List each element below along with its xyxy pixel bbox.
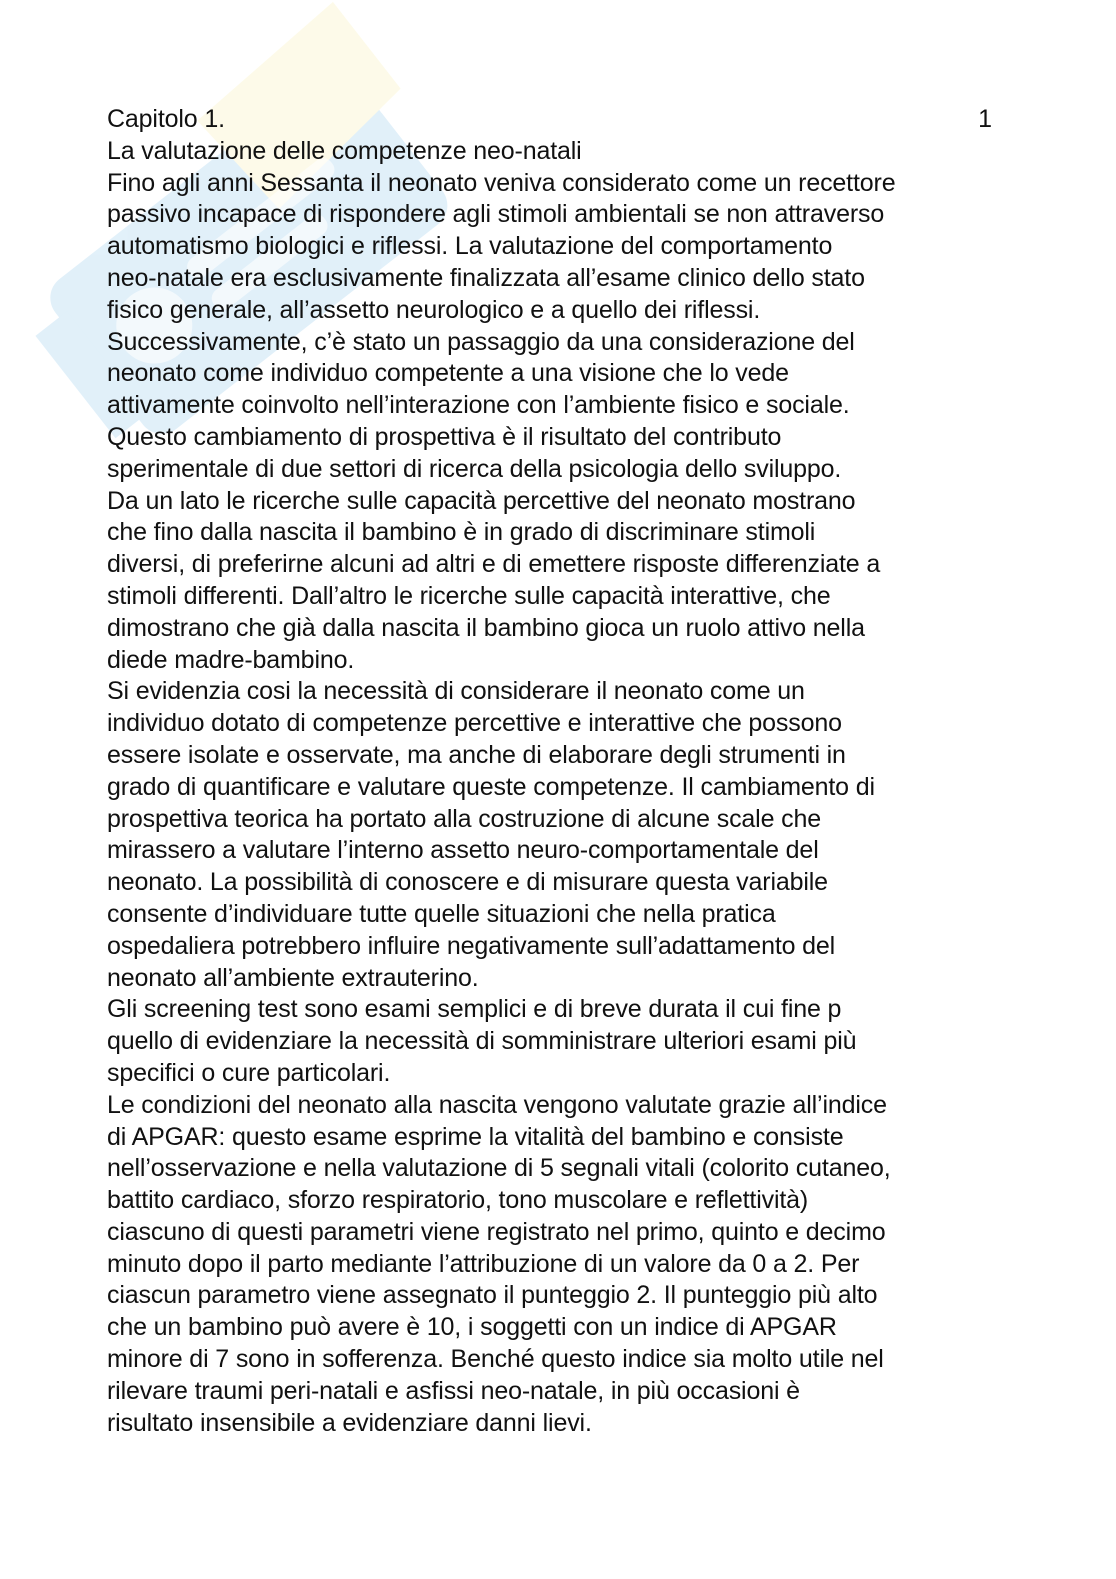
- text-line: ciascuno di questi parametri viene registrato nel primo, quinto e decimo: [107, 1217, 886, 1246]
- text-line: Le condizioni del neonato alla nascita vengono valutate grazie all’indice: [107, 1090, 887, 1119]
- text-line: minuto dopo il parto mediante l’attribuzione di un valore da 0 a 2. Per: [107, 1249, 860, 1278]
- text-line: Questo cambiamento di prospettiva è il risultato del contributo: [107, 422, 782, 451]
- text-line: nell’osservazione e nella valutazione di 5 segnali vitali (colorito cutaneo,: [107, 1154, 891, 1183]
- text-line: Da un lato le ricerche sulle capacità percettive del neonato mostrano: [107, 486, 856, 515]
- text-line: diede madre-bambino.: [107, 645, 355, 674]
- body-text: [107, 168, 1007, 1440]
- text-line: dimostrano che già dalla nascita il bambino gioca un ruolo attivo nella: [107, 613, 865, 642]
- text-line: attivamente coinvolto nell’interazione con l’ambiente fisico e sociale.: [107, 391, 850, 420]
- text-line: neonato. La possibilità di conoscere e di misurare questa variabile: [107, 868, 828, 897]
- text-line: risultato insensibile a evidenziare danni lievi.: [107, 1408, 592, 1437]
- text-line: minore di 7 sono in sofferenza. Benché questo indice sia molto utile nel: [107, 1345, 884, 1374]
- document-title: La valutazione delle competenze neo-natali: [107, 136, 582, 165]
- text-line: stimoli differenti. Dall’altro le ricerche sulle capacità interattive, che: [107, 581, 831, 610]
- text-line: consente d’individuare tutte quelle situazioni che nella pratica: [107, 899, 776, 928]
- text-line: mirassero a valutare l’interno assetto neuro-comportamentale del: [107, 836, 819, 865]
- text-line: diversi, di preferirne alcuni ad altri e di emettere risposte differenziate a: [107, 550, 881, 579]
- text-line: essere isolate e osservate, ma anche di elaborare degli strumenti in: [107, 740, 846, 769]
- text-line: individuo dotato di competenze percettive e interattive che possono: [107, 709, 842, 738]
- text-line: che un bambino può avere è 10, i soggetti con un indice di APGAR: [107, 1313, 837, 1342]
- text-line: automatismo biologici e riflessi. La valutazione del comportamento: [107, 232, 833, 261]
- text-line: neonato all’ambiente extrauterino.: [107, 963, 479, 992]
- text-line: neonato come individuo competente a una visione che lo vede: [107, 359, 789, 388]
- chapter-header: [107, 104, 992, 136]
- text-line: che fino dalla nascita il bambino è in grado di discriminare stimoli: [107, 518, 816, 547]
- text-line: rilevare traumi peri-natali e asfissi neo-natale, in più occasioni è: [107, 1376, 800, 1405]
- text-line: neo-natale era esclusivamente finalizzata all’esame clinico dello stato: [107, 263, 865, 292]
- text-line: fisico generale, all’assetto neurologico e a quello dei riflessi.: [107, 295, 761, 324]
- text-line: prospettiva teorica ha portato alla costruzione di alcune scale che: [107, 804, 821, 833]
- text-line: grado di quantificare e valutare queste competenze. Il cambiamento di: [107, 772, 875, 801]
- page-number: 1: [978, 105, 992, 133]
- text-line: specifici o cure particolari.: [107, 1058, 391, 1087]
- text-line: quello di evidenziare la necessità di somministrare ulteriori esami più: [107, 1027, 857, 1056]
- text-line: sperimentale di due settori di ricerca della psicologia dello sviluppo.: [107, 454, 842, 483]
- text-line: Si evidenzia cosi la necessità di considerare il neonato come un: [107, 677, 805, 706]
- text-line: passivo incapace di rispondere agli stimoli ambientali se non attraverso: [107, 200, 885, 229]
- text-line: di APGAR: questo esame esprime la vitalità del bambino e consiste: [107, 1122, 844, 1151]
- text-line: ospedaliera potrebbero influire negativamente sull’adattamento del: [107, 931, 836, 960]
- text-line: ciascun parametro viene assegnato il punteggio 2. Il punteggio più alto: [107, 1281, 878, 1310]
- text-line: Gli screening test sono esami semplici e di breve durata il cui fine p: [107, 995, 842, 1024]
- chapter-label: Capitolo 1.: [107, 105, 225, 133]
- text-line: Fino agli anni Sessanta il neonato veniva considerato come un recettore: [107, 168, 896, 197]
- document-page: [107, 104, 1007, 1439]
- text-line: battito cardiaco, sforzo respiratorio, tono muscolare e reflettività): [107, 1186, 809, 1215]
- text-line: Successivamente, c’è stato un passaggio da una considerazione del: [107, 327, 855, 356]
